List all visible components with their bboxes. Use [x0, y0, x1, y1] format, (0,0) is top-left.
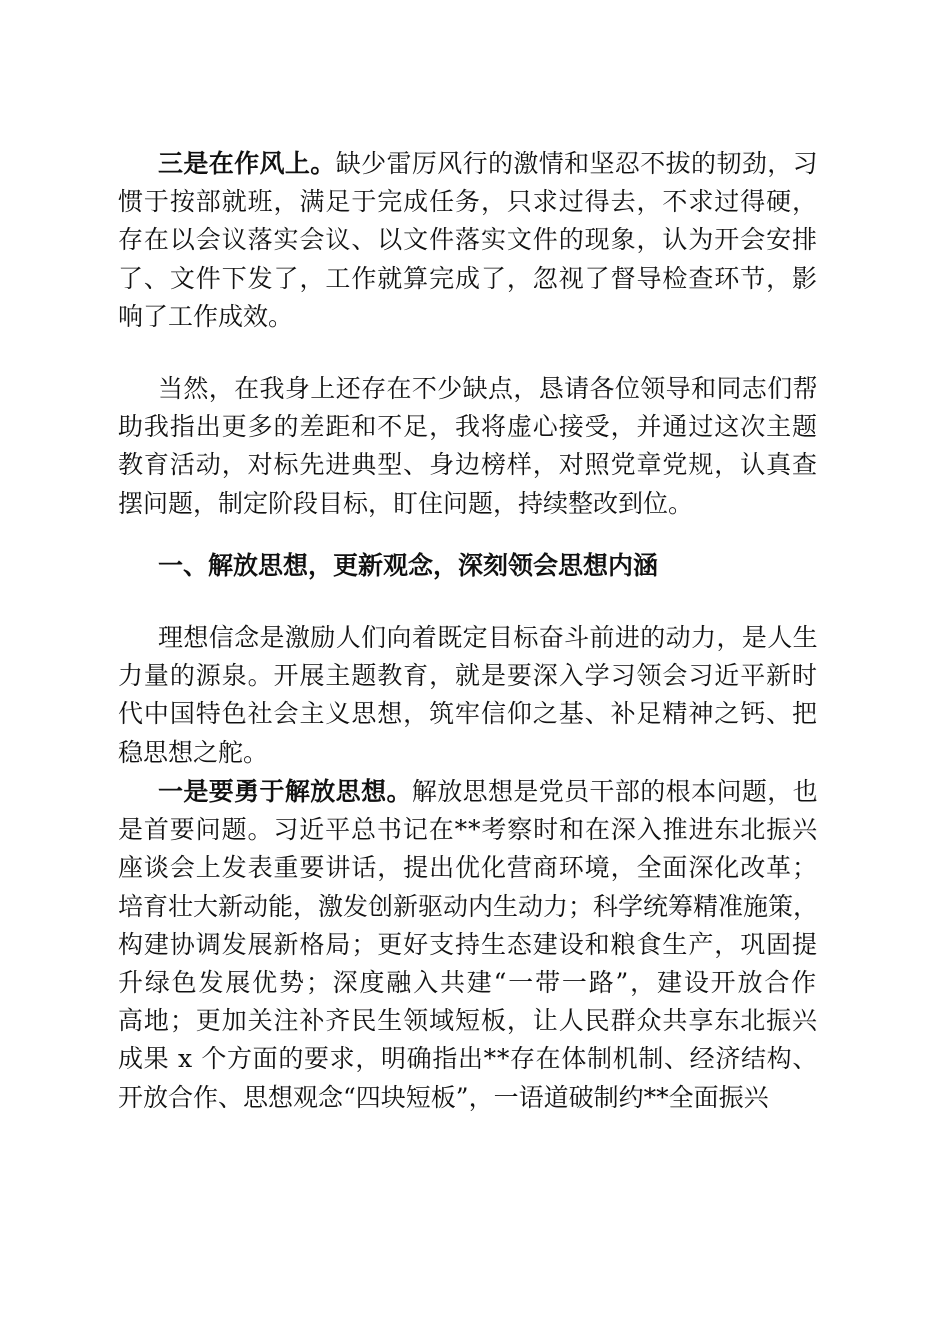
text-line: [118, 263, 818, 295]
section-heading: [158, 550, 658, 582]
text-line: [118, 301, 293, 333]
line-text: 摆问题，制定阶段目标，盯住问题，持续整改到位。: [118, 488, 694, 518]
text-line: [118, 1043, 818, 1075]
text-line: [158, 148, 818, 180]
line-text: 存在以会议落实会议、以文件落实文件的现象，认为开会安排: [118, 225, 818, 255]
lead-phrase: 三是在作风上。: [158, 149, 336, 178]
text-line: [118, 967, 818, 999]
line-text: 响了工作成效。: [118, 301, 294, 331]
line-text: 理想信念是激励人们向着既定目标奋斗前进的动力，是人生: [158, 623, 818, 652]
text-line: [118, 1005, 818, 1037]
line-text: 开放合作、思想观念“四块短板”，一语道破制约**全面振兴: [118, 1082, 769, 1112]
text-line: [158, 776, 818, 808]
line-text: 助我指出更多的差距和不足，我将虚心接受，并通过这次主题: [118, 412, 818, 442]
line-text: 成果 x 个方面的要求，明确指出**存在体制机制、经济结构、: [118, 1044, 818, 1074]
line-text: 代中国特色社会主义思想，筑牢信仰之基、补足精神之钙、把: [118, 699, 818, 729]
line-text: 是首要问题。习近平总书记在**考察时和在深入推进东北振兴: [118, 815, 818, 845]
line-text: 构建协调发展新格局；更好支持生态建设和粮食生产，巩固提: [118, 929, 818, 959]
text-line: [118, 1082, 769, 1114]
lead-phrase: 一是要勇于解放思想。: [158, 777, 412, 806]
text-line: [118, 488, 693, 520]
line-text: 解放思想是党员干部的根本问题，也: [411, 777, 818, 806]
line-text: 一、解放思想，更新观念，深刻领会思想内涵: [158, 551, 658, 580]
text-line: [118, 929, 818, 961]
line-text: 座谈会上发表重要讲话，提出优化营商环境，全面深化改革；: [118, 853, 818, 883]
text-line: [118, 737, 268, 769]
text-line: [118, 449, 818, 481]
text-line: [118, 224, 818, 256]
line-text: 力量的源泉。开展主题教育，就是要深入学习领会习近平新时: [118, 661, 818, 691]
line-text: 了、文件下发了，工作就算完成了，忽视了督导检查环节，影: [118, 263, 818, 293]
line-text: 稳思想之舵。: [118, 737, 269, 767]
text-line: [118, 891, 818, 923]
text-line: [158, 622, 818, 654]
text-line: [118, 186, 818, 218]
line-text: 高地；更加关注补齐民生领域短板，让人民群众共享东北振兴: [118, 1006, 818, 1036]
text-line: [118, 698, 818, 730]
text-line: [118, 660, 818, 692]
line-text: 培育壮大新动能，激发创新驱动内生动力；科学统筹精准施策，: [118, 891, 818, 921]
text-line: [158, 373, 818, 405]
line-text: 当然，在我身上还存在不少缺点，恳请各位领导和同志们帮: [158, 374, 818, 403]
line-text: 缺少雷厉风行的激情和坚忍不拔的韧劲，习: [335, 149, 818, 178]
text-line: [118, 814, 818, 846]
text-line: [118, 852, 818, 884]
line-text: 教育活动，对标先进典型、身边榜样，对照党章党规，认真查: [118, 450, 818, 480]
line-text: 升绿色发展优势；深度融入共建“一带一路”，建设开放合作: [118, 968, 818, 997]
line-text: 惯于按部就班，满足于完成任务，只求过得去，不求过得硬，: [118, 187, 818, 217]
text-line: [118, 411, 818, 443]
